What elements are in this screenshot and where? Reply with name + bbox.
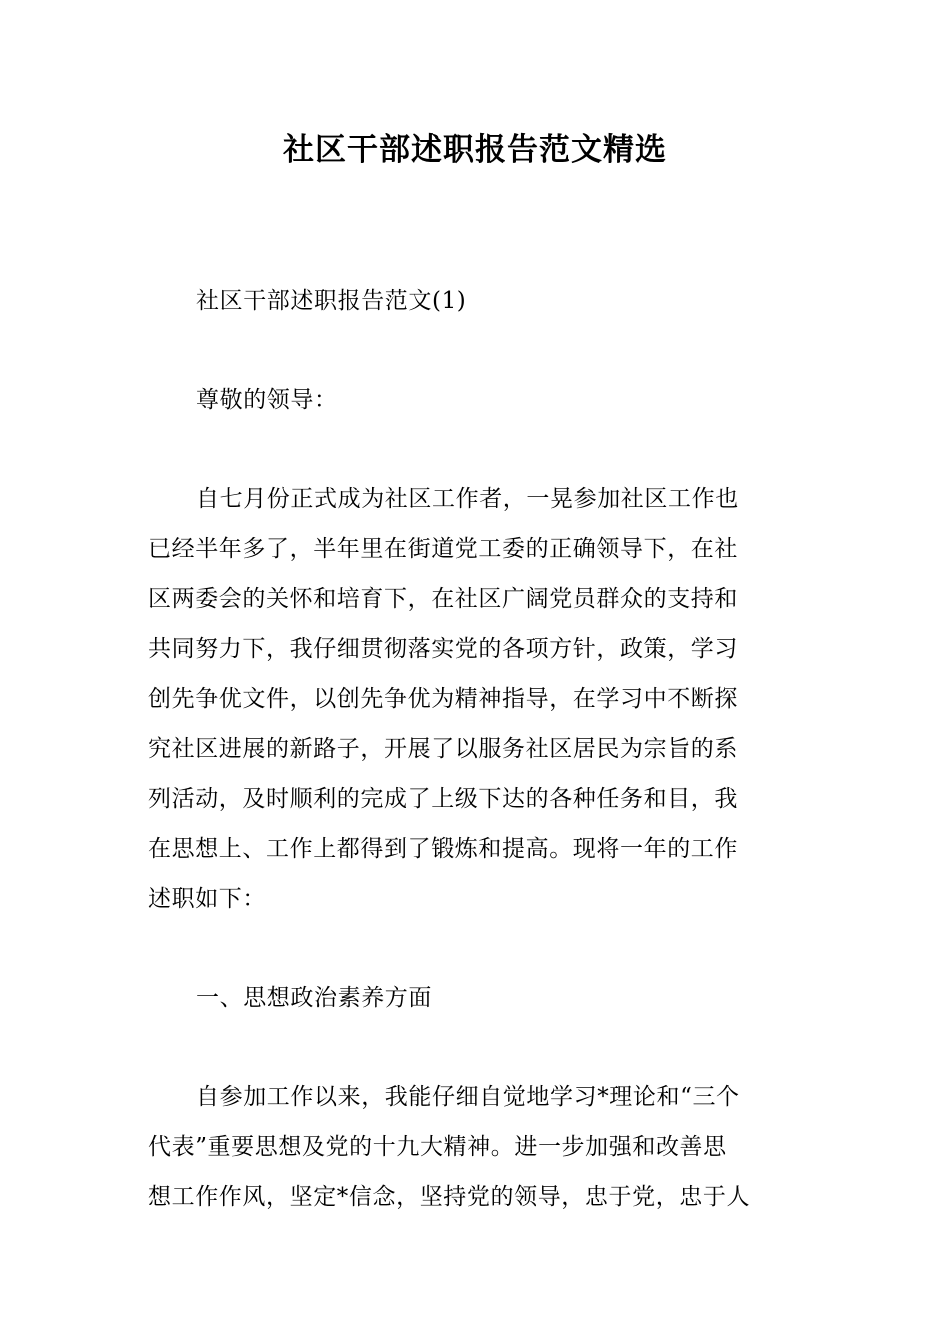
paragraph-line: 代表”重要思想及党的十九大精神。进一步加强和改善思 <box>148 1134 727 1160</box>
paragraph-line: 区两委会的关怀和培育下，在社区广阔党员群众的支持和 <box>148 586 738 612</box>
section-heading: 社区干部述职报告范文(1) <box>196 288 467 314</box>
paragraph-line: 自七月份正式成为社区工作者，一晃参加社区工作也 <box>196 486 739 512</box>
paragraph-line: 述职如下： <box>148 886 266 912</box>
section-heading: 一、思想政治素养方面 <box>196 985 432 1011</box>
salutation: 尊敬的领导： <box>196 387 338 413</box>
document-title: 社区干部述职报告范文精选 <box>283 132 667 168</box>
paragraph-line: 自参加工作以来，我能仔细自觉地学习*理论和“三个 <box>196 1084 740 1110</box>
paragraph-line: 在思想上、工作上都得到了锻炼和提高。现将一年的工作 <box>148 836 738 862</box>
paragraph-line: 创先争优文件，以创先争优为精神指导，在学习中不断探 <box>148 686 738 712</box>
paragraph-line: 已经半年多了，半年里在街道党工委的正确领导下，在社 <box>148 536 738 562</box>
paragraph-line: 想工作作风，坚定*信念，坚持党的领导，忠于党，忠于人 <box>148 1184 751 1210</box>
paragraph-line: 共同努力下，我仔细贯彻落实党的各项方针，政策，学习 <box>148 636 738 662</box>
paragraph-line: 列活动，及时顺利的完成了上级下达的各种任务和目，我 <box>148 786 738 812</box>
paragraph-line: 究社区进展的新路子，开展了以服务社区居民为宗旨的系 <box>148 736 738 762</box>
